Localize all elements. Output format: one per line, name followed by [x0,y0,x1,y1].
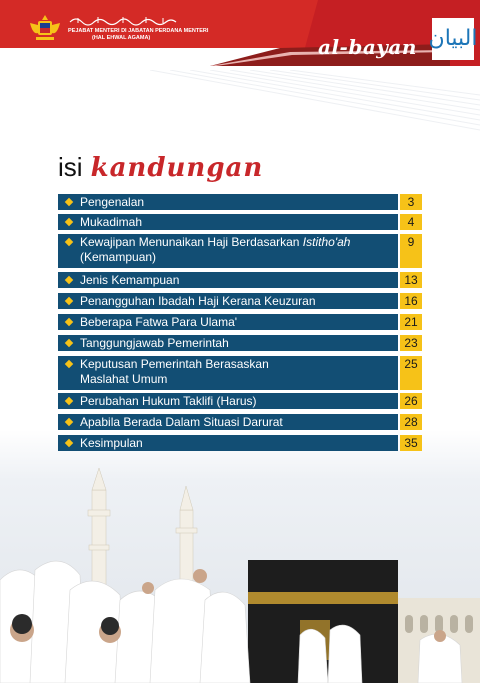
title-word-isi: isi [58,152,83,182]
toc-page-number: 28 [400,414,422,430]
brand-wordmark: al-bayan [318,35,417,59]
toc-label: Kesimpulan [80,436,143,450]
toc-page-number: 25 [400,356,422,390]
toc-label-part: (Kemampuan) [80,250,157,264]
toc-label: Tanggungjawab Pemerintah [80,336,229,350]
kaaba-pilgrims-illustration [0,450,480,683]
toc-label [80,235,350,265]
toc-item[interactable] [58,293,422,309]
toc-label: Jenis Kemampuan [80,273,180,287]
toc-item[interactable] [58,393,422,409]
toc-item[interactable] [58,356,422,390]
toc-page-number: 9 [400,234,422,268]
toc-item[interactable] [58,335,422,351]
toc-page-number: 26 [400,393,422,409]
toc-label: Beberapa Fatwa Para Ulama' [80,315,238,329]
ministry-name: PEJABAT MENTERI DI JABATAN PERDANA MENTERI [68,28,209,34]
toc-page-number: 3 [400,194,422,210]
toc-page-number: 35 [400,435,422,451]
toc-label: Pengenalan [80,195,145,209]
title-word-kandungan: kandungan [90,153,264,183]
toc-item[interactable] [58,234,422,268]
toc-label: Penangguhan Ibadah Haji Kerana Keuzuran [80,294,316,308]
toc-item[interactable] [58,214,422,230]
ministry-subtitle: (HAL EHWAL AGAMA) [92,35,151,41]
jawi-ministry-script [68,14,178,26]
toc-item[interactable] [58,194,422,210]
toc-label-part: Kewajipan Menunaikan Haji Berdasarkan [80,235,303,249]
toc-label-part: Keputusan Pemerintah Berasaskan [80,357,269,371]
toc-label: Perubahan Hukum Taklifi (Harus) [80,394,257,408]
toc-item[interactable] [58,272,422,288]
toc-item[interactable] [58,314,422,330]
toc-page-number: 21 [400,314,422,330]
toc-label: Apabila Berada Dalam Situasi Darurat [80,415,283,429]
decorative-lines [0,70,480,150]
toc-page-number: 13 [400,272,422,288]
toc-item[interactable] [58,435,422,451]
toc-page-number: 4 [400,214,422,230]
toc-label: Mukadimah [80,215,143,229]
brand-arabic-logo: البيان [428,26,478,51]
malaysia-crest-logo [28,13,62,43]
toc-page-number: 16 [400,293,422,309]
toc-label [80,357,269,387]
toc-page-number: 23 [400,335,422,351]
toc-item[interactable] [58,414,422,430]
toc-label-italic: Istitho'ah [302,235,351,249]
brand-logo [428,18,478,60]
toc-label-part: Maslahat Umum [80,372,168,386]
page-title [58,152,263,188]
